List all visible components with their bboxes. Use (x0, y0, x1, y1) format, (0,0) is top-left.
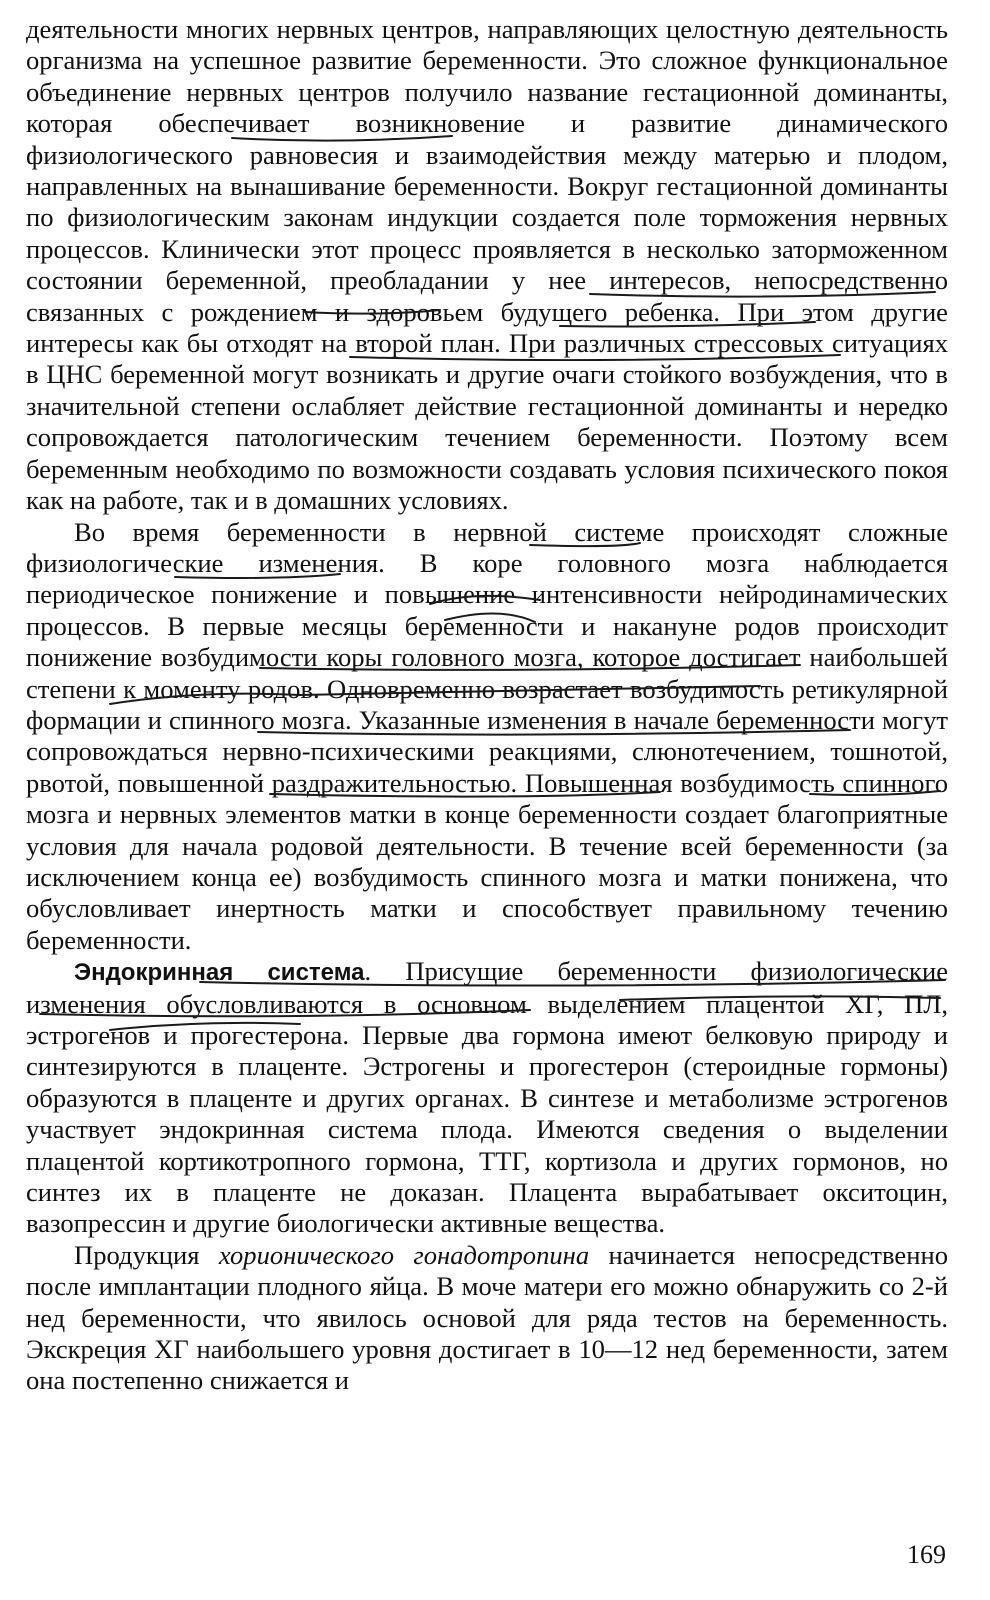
paragraph-hcg (26, 1240, 948, 1397)
section-heading-endocrine: Эндокринная система (74, 959, 365, 987)
term-chorionic-gonadotropin: хорионического гонадотропина (218, 1239, 590, 1270)
paragraph-endocrine-system (26, 956, 948, 1240)
paragraph-nervous-system: Во время беременности в нервной системе происходят сложные физиологические изменения. В коре головного мозга наблюдается периодическое понижение и повышение интенсивности нейродинамических процессов. В первые месяцы беременности и накануне родов происходит понижение возбудимости коры головного мозга, которое достигает наибольшей степени к моменту родов. Одновременно возрастает возбудимость ретикулярной формации и спинного мозга. Указанные изменения в начале беременности могут сопровождаться нервно-психическими реакциями, слюнотечением, тошнотой, рвотой, повышенной раздражительностью. Повышенная возбудимость спинного мозга и нервных элементов матки в конце беременности создает благоприятные условия для начала родовой деятельности. В течение всей беременности (за исключением конца ее) возбудимость спинного мозга и матки понижена, что обусловливает инертность матки и способствует правильному течению беременности. (26, 516, 948, 955)
paragraph-hcg-text: начинается непосредственно после имплантации плодного яйца. В моче матери его можно обнаружить со 2-й нед беременности, что явилось основой для ряда тестов на беременность. Экскреция ХГ наибольшего уровня достигает в 10—12 нед беременности, затем она постепенно снижается и (26, 1239, 948, 1396)
page-number: 169 (907, 1540, 946, 1569)
paragraph-endocrine-text: . Присущие беременности физиологические изменения обусловливаются в основном выделением плацентой ХГ, ПЛ, эстрогенов и прогестерона. Первые два гормона имеют белковую природу и синтезируются в плаценте. Эстрогены и прогестерон (стероидные гормоны) образуются в плаценте и других органах. В синтезе и метаболизме эстрогенов участвует эндокринная система плода. Имеются сведения о выделении плацентой кортикотропного гормона, ТТГ, кортизола и других гормонов, но синтез их в плаценте не доказан. Плацента вырабатывает окситоцин, вазопрессин и другие биологически активные вещества. (26, 956, 949, 1239)
paragraph-gestational-dominant: деятельности многих нервных центров, направляющих целостную деятельность организма на успешное развитие беременности. Это сложное функциональное объединение нервных центров получило название гестационной доминанты, которая обеспечивает возникновение и развитие динамического физиологического равновесия и взаимодействия между матерью и плодом, направленных на вынашивание беременности. Вокруг гестационной доминанты по физиологическим законам индукции создается поле торможения нервных процессов. Клинически этот процесс проявляется в несколько заторможенном состоянии беременной, преобладании у нее интересов, непосредственно связанных с рождением и здоровьем будущего ребенка. При этом другие интересы как бы отходят на второй план. При различных стрессовых ситуациях в ЦНС беременной могут возникать и другие очаги стойкого возбуждения, что в значительной степени ослабляет действие гестационной доминанты и нередко сопровождается патологическим течением беременности. Поэтому всем беременным необходимо по возможности создавать условия психического покоя как на работе, так и в домашних условиях. (26, 14, 948, 516)
paragraph-hcg-lead: Продукция (74, 1239, 219, 1270)
